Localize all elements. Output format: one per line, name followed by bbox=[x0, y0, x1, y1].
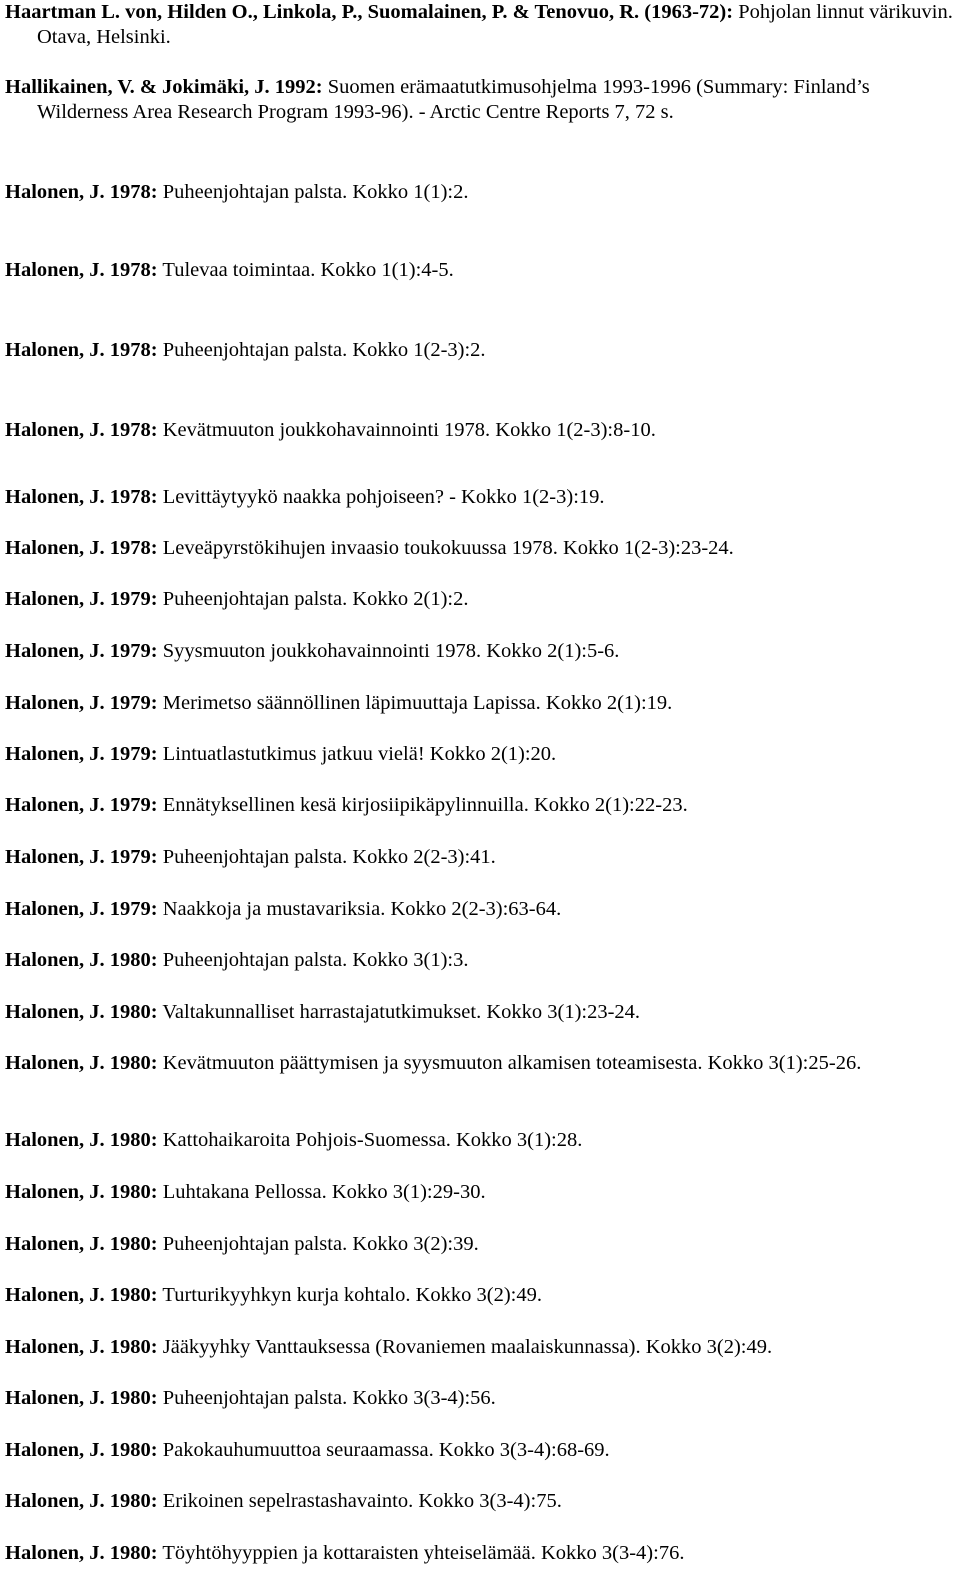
entry-author: Halonen, J. bbox=[5, 1439, 105, 1461]
entry-author: Halonen, J. bbox=[5, 1052, 105, 1074]
entry-year: 1979: bbox=[109, 846, 158, 868]
entry-text: Suomen erämaatutkimusohjelma 1993-1996 (Summary: Finland’s Wilderness Area Research Program 1993-96). - Arctic Centre Reports 7, 72 s. bbox=[37, 76, 870, 123]
entry-year: 1980: bbox=[109, 1387, 158, 1409]
entry-year: 1978: bbox=[109, 486, 158, 508]
entry-author: Halonen, J. bbox=[5, 898, 105, 920]
entry-text: Syysmuuton joukkohavainnointi 1978. Kokko 2(1):5-6. bbox=[162, 640, 620, 662]
bibliography-entry bbox=[5, 639, 955, 664]
bibliography-entry bbox=[5, 1000, 955, 1025]
bibliography-entry bbox=[5, 258, 955, 283]
entry-year: 1980: bbox=[109, 1336, 158, 1358]
entry-author: Halonen, J. bbox=[5, 794, 105, 816]
entry-text: Erikoinen sepelrastashavainto. Kokko 3(3-4):75. bbox=[162, 1490, 562, 1512]
entry-text: Jääkyyhky Vanttauksessa (Rovaniemen maalaiskunnassa). Kokko 3(2):49. bbox=[162, 1336, 773, 1358]
bibliography-entry bbox=[5, 587, 955, 612]
entry-year: 1980: bbox=[109, 1001, 158, 1023]
bibliography-entry bbox=[5, 485, 955, 510]
bibliography-entry bbox=[5, 1180, 955, 1205]
bibliography-entry bbox=[5, 1335, 955, 1360]
bibliography-entry bbox=[5, 536, 955, 561]
entry-author: Halonen, J. bbox=[5, 1129, 105, 1151]
entry-text: Kevätmuuton päättymisen ja syysmuuton alkamisen toteamisesta. Kokko 3(1):25-26. bbox=[162, 1052, 862, 1074]
bibliography-entry bbox=[5, 0, 955, 50]
entry-text: Leveäpyrstökihujen invaasio toukokuussa 1978. Kokko 1(2-3):23-24. bbox=[162, 537, 734, 559]
entry-year: 1978: bbox=[109, 339, 158, 361]
bibliography-entry bbox=[5, 793, 955, 818]
bibliography-entry bbox=[5, 1283, 955, 1308]
entry-author: Halonen, J. bbox=[5, 339, 105, 361]
entry-author: Halonen, J. bbox=[5, 1336, 105, 1358]
entry-year: 1978: bbox=[109, 419, 158, 441]
entry-author: Halonen, J. bbox=[5, 537, 105, 559]
entry-year: 1980: bbox=[109, 1181, 158, 1203]
bibliography-entry bbox=[5, 75, 955, 125]
entry-year: 1980: bbox=[109, 949, 158, 971]
entry-author: Halonen, J. bbox=[5, 1233, 105, 1255]
bibliography-entry bbox=[5, 897, 955, 922]
entry-text: Valtakunnalliset harrastajatutkimukset. Kokko 3(1):23-24. bbox=[162, 1001, 641, 1023]
entry-text: Töyhtöhyyppien ja kottaraisten yhteiselämää. Kokko 3(3-4):76. bbox=[162, 1542, 685, 1564]
entry-text: Ennätyksellinen kesä kirjosiipikäpylinnuilla. Kokko 2(1):22-23. bbox=[162, 794, 688, 816]
bibliography-entry bbox=[5, 1051, 955, 1076]
entry-year: 1979: bbox=[109, 898, 158, 920]
entry-text: Pohjolan linnut värikuvin. Otava, Helsinki. bbox=[37, 1, 953, 48]
entry-text: Naakkoja ja mustavariksia. Kokko 2(2-3):63-64. bbox=[162, 898, 562, 920]
entry-text: Merimetso säännöllinen läpimuuttaja Lapissa. Kokko 2(1):19. bbox=[162, 692, 673, 714]
entry-author: Halonen, J. bbox=[5, 486, 105, 508]
entry-year: 1979: bbox=[109, 743, 158, 765]
entry-text: Puheenjohtajan palsta. Kokko 2(2-3):41. bbox=[162, 846, 496, 868]
bibliography-entry bbox=[5, 1541, 955, 1566]
entry-year: (1963-72): bbox=[644, 1, 734, 23]
bibliography-entry bbox=[5, 845, 955, 870]
entry-text: Puheenjohtajan palsta. Kokko 1(2-3):2. bbox=[162, 339, 486, 361]
entry-text: Puheenjohtajan palsta. Kokko 3(2):39. bbox=[162, 1233, 479, 1255]
entry-text: Puheenjohtajan palsta. Kokko 3(3-4):56. bbox=[162, 1387, 496, 1409]
bibliography-entry bbox=[5, 742, 955, 767]
entry-author: Halonen, J. bbox=[5, 181, 105, 203]
entry-author: Halonen, J. bbox=[5, 846, 105, 868]
entry-year: 1980: bbox=[109, 1284, 158, 1306]
entry-year: 1980: bbox=[109, 1233, 158, 1255]
entry-author: Halonen, J. bbox=[5, 743, 105, 765]
entry-author: Halonen, J. bbox=[5, 1542, 105, 1564]
entry-year: 1979: bbox=[109, 640, 158, 662]
entry-author: Halonen, J. bbox=[5, 640, 105, 662]
entry-year: 1979: bbox=[109, 794, 158, 816]
entry-author: Halonen, J. bbox=[5, 419, 105, 441]
entry-text: Kattohaikaroita Pohjois-Suomessa. Kokko 3(1):28. bbox=[162, 1129, 583, 1151]
entry-author: Halonen, J. bbox=[5, 588, 105, 610]
entry-year: 1978: bbox=[109, 537, 158, 559]
entry-text: Levittäytyykö naakka pohjoiseen? - Kokko 1(2-3):19. bbox=[162, 486, 605, 508]
entry-author: Halonen, J. bbox=[5, 692, 105, 714]
entry-author: Halonen, J. bbox=[5, 1001, 105, 1023]
bibliography-entry bbox=[5, 338, 955, 363]
bibliography-entry bbox=[5, 1489, 955, 1514]
entry-year: 1992: bbox=[274, 76, 323, 98]
entry-author: Halonen, J. bbox=[5, 1387, 105, 1409]
entry-text: Tulevaa toimintaa. Kokko 1(1):4-5. bbox=[162, 259, 454, 281]
entry-text: Turturikyyhkyn kurja kohtalo. Kokko 3(2):49. bbox=[162, 1284, 543, 1306]
bibliography-entry bbox=[5, 1386, 955, 1411]
entry-text: Puheenjohtajan palsta. Kokko 3(1):3. bbox=[162, 949, 469, 971]
entry-year: 1980: bbox=[109, 1052, 158, 1074]
entry-text: Kevätmuuton joukkohavainnointi 1978. Kokko 1(2-3):8-10. bbox=[162, 419, 656, 441]
entry-year: 1978: bbox=[109, 259, 158, 281]
entry-author: Halonen, J. bbox=[5, 1181, 105, 1203]
entry-text: Pakokauhumuuttoa seuraamassa. Kokko 3(3-4):68-69. bbox=[162, 1439, 610, 1461]
entry-text: Puheenjohtajan palsta. Kokko 2(1):2. bbox=[162, 588, 469, 610]
entry-year: 1979: bbox=[109, 588, 158, 610]
bibliography-entry bbox=[5, 1438, 955, 1463]
bibliography-entry bbox=[5, 1128, 955, 1153]
entry-year: 1980: bbox=[109, 1439, 158, 1461]
bibliography-entry bbox=[5, 691, 955, 716]
entry-year: 1978: bbox=[109, 181, 158, 203]
entry-author: Hallikainen, V. & Jokimäki, J. bbox=[5, 76, 270, 98]
bibliography-entry bbox=[5, 1232, 955, 1257]
entry-text: Lintuatlastutkimus jatkuu vielä! Kokko 2(1):20. bbox=[162, 743, 557, 765]
entry-author: Halonen, J. bbox=[5, 259, 105, 281]
entry-year: 1980: bbox=[109, 1542, 158, 1564]
bibliography-entry bbox=[5, 948, 955, 973]
entry-author: Halonen, J. bbox=[5, 1490, 105, 1512]
entry-year: 1980: bbox=[109, 1129, 158, 1151]
entry-year: 1980: bbox=[109, 1490, 158, 1512]
entry-author: Halonen, J. bbox=[5, 1284, 105, 1306]
entry-author: Haartman L. von, Hilden O., Linkola, P., Suomalainen, P. & Tenovuo, R. bbox=[5, 1, 640, 23]
bibliography-entry bbox=[5, 180, 955, 205]
entry-year: 1979: bbox=[109, 692, 158, 714]
entry-text: Puheenjohtajan palsta. Kokko 1(1):2. bbox=[162, 181, 469, 203]
bibliography-entry bbox=[5, 418, 955, 443]
entry-text: Luhtakana Pellossa. Kokko 3(1):29-30. bbox=[162, 1181, 486, 1203]
entry-author: Halonen, J. bbox=[5, 949, 105, 971]
